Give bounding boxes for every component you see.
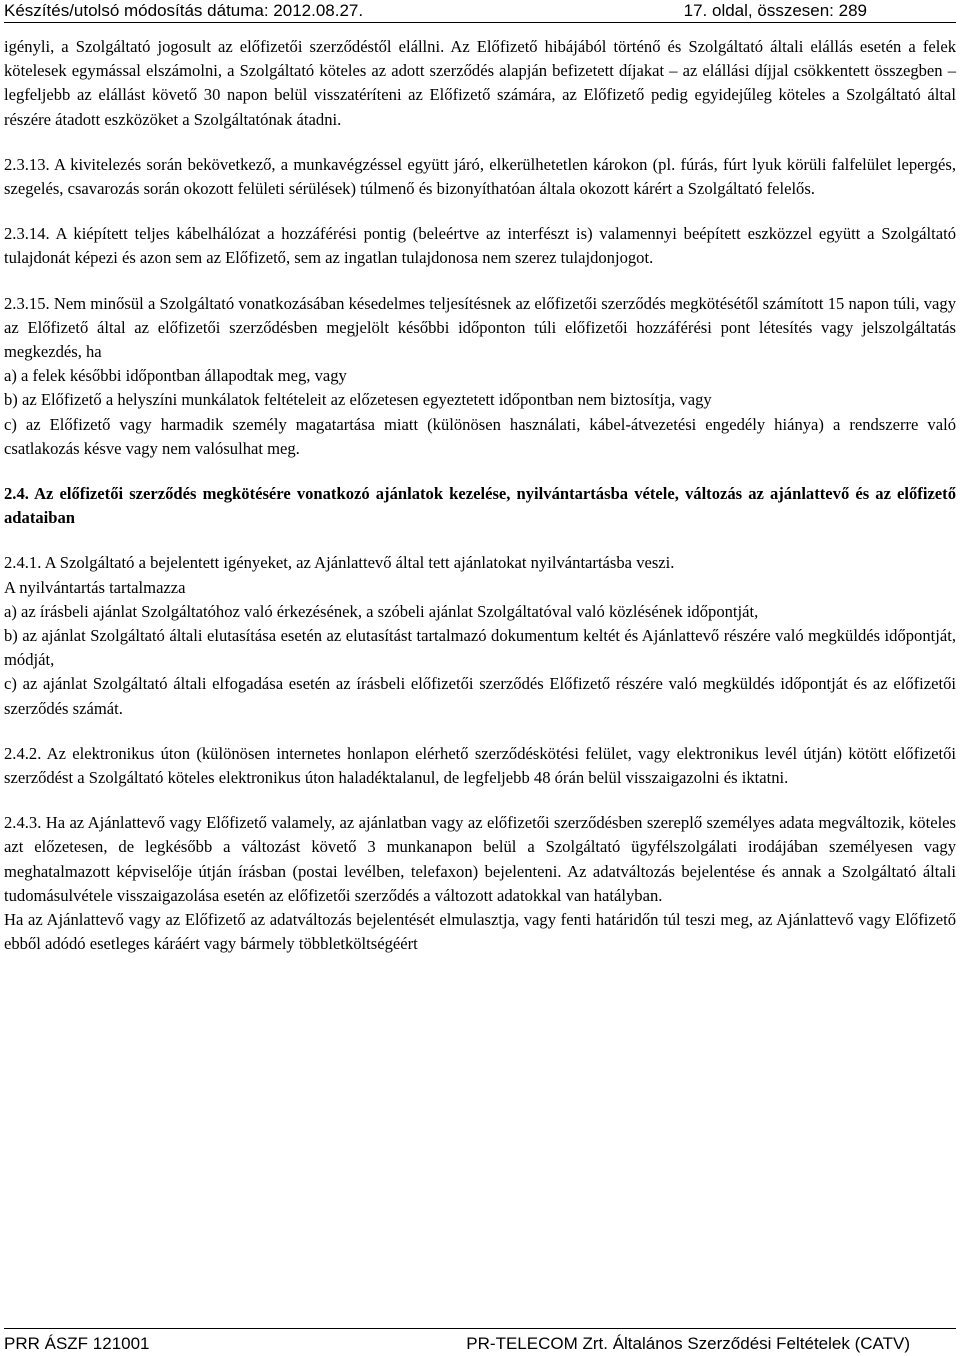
footer-document-title: PR-TELECOM Zrt. Általános Szerződési Feltételek (CATV) bbox=[466, 1334, 910, 1353]
header-date: Készítés/utolsó módosítás dátuma: 2012.08.27. bbox=[4, 1, 364, 20]
list-item: b) az ajánlat Szolgáltató általi elutasítása esetén az elutasítást tartalmazó dokumentum keltét és Ajánlattevő részére való megküldés időpontját, módját, bbox=[4, 626, 956, 670]
footer-document-id: PRR ÁSZF 121001 bbox=[4, 1334, 150, 1353]
page-footer bbox=[4, 1328, 956, 1353]
paragraph-2-4-2: 2.4.2. Az elektronikus úton (különösen internetes honlapon elérhető szerződéskötési felület, vagy elektronikus levél útján) kötött előfizetői szerződést a Szolgáltató köteles elektronikus úton haladéktalanul, de legfeljebb 48 órán belül visszaigazolni és iktatni. bbox=[4, 743, 956, 788]
header-page-number: 17. oldal, összesen: 289 bbox=[683, 1, 867, 20]
paragraph-2-3-13: 2.3.13. A kivitelezés során bekövetkező, a munkavégzéssel együtt járó, elkerülhetetlen károkon (pl. fúrás, fúrt lyuk körüli falfelület lepergés, szegelés, csavarozás során okozott felületi sérülések) túlmenő és bizonyíthatóan általa okozott kárért a Szolgáltató felelős. bbox=[4, 154, 956, 199]
document-body bbox=[4, 35, 956, 957]
list-item: c) az Előfizető vagy harmadik személy magatartása miatt (különösen használati, kábel-átvezetési engedély hiánya) a rendszerre való csatlakozás késve vagy nem valósulhat meg. bbox=[4, 414, 956, 458]
page-header bbox=[4, 0, 956, 23]
section-heading-2-4: 2.4. Az előfizetői szerződés megkötésére vonatkozó ajánlatok kezelése, nyilvántartásba vétele, változás az ajánlattevő és az előfizető adataiban bbox=[4, 484, 956, 528]
paragraph-2-4-1: 2.4.1. A Szolgáltató a bejelentett igényeket, az Ajánlattevő által tett ajánlatokat nyilvántartásba veszi. bbox=[4, 553, 675, 573]
list-item: a) az írásbeli ajánlat Szolgáltatóhoz való érkezésének, a szóbeli ajánlat Szolgáltatóval való közlésének időpontját, bbox=[4, 601, 759, 621]
paragraph: Ha az Ajánlattevő vagy az Előfizető az adatváltozás bejelentését elmulasztja, vagy fenti határidőn túl teszi meg, az Ajánlattevő vagy Előfizető ebből adódó esetleges káráért vagy bármely többletköltségéért bbox=[4, 910, 956, 954]
paragraph-2-3-14: 2.3.14. A kiépített teljes kábelhálózat a hozzáférési pontig (beleértve az interfészt is) valamennyi beépített eszközzel együtt a Szolgáltató tulajdonát képezi és azon sem az Előfizető, sem az ingatlan tulajdonosa nem szerez tulajdonjogot. bbox=[4, 224, 956, 268]
list-item: a) a felek későbbi időpontban állapodtak meg, vagy bbox=[4, 366, 347, 386]
paragraph: A nyilvántartás tartalmazza bbox=[4, 577, 186, 597]
list-item: b) az Előfizető a helyszíni munkálatok feltételeit az előzetesen egyeztetett időpontban nem biztosítja, vagy bbox=[4, 390, 712, 410]
paragraph: igényli, a Szolgáltató jogosult az előfizetői szerződéstől elállni. Az Előfizető hibájából történő és Szolgáltató általi elállás esetén a felek kötelesek egymással elszámolni, a Szolgáltató köteles az adott szerződés alapján befizetett díjakat – az elállási díjjal csökkentett összegben – legfeljebb az elállást követő 30 napon belül visszatéríteni az Előfizető számára, az Előfizető pedig egyidejűleg köteles a Szolgáltató által részére átadott eszközöket a Szolgáltatónak átadni. bbox=[4, 37, 956, 129]
list-item: c) az ajánlat Szolgáltató általi elfogadása esetén az írásbeli előfizetői szerződés Előfizető részére való megküldés időpontját és az előfizetői szerződés számát. bbox=[4, 674, 956, 718]
paragraph-2-3-15: 2.3.15. Nem minősül a Szolgáltató vonatkozásában késedelmes teljesítésnek az előfizetői szerződés megkötésétől számított 15 napon túli, vagy az Előfizető által az előfizetői szerződésben megjelölt későbbi időponton túli előfizetői hozzáférési pont létesítés vagy jelszolgáltatás megkezdés, ha bbox=[4, 293, 956, 362]
paragraph-2-4-3: 2.4.3. Ha az Ajánlattevő vagy Előfizető valamely, az ajánlatban vagy az előfizetői szerződésben szereplő személyes adata megváltozik, köteles azt előzetesen, de legkésőbb a változást követő 3 munkanapon belül a Szolgáltató ügyfélszolgálati irodájában személyesen vagy meghatalmazott képviselője útján írásban (postai levélben, telefaxon) bejelenteni. Az adatváltozás bejelentése és annak a Szolgáltató általi tudomásulvétele visszaigazolása esetén az előfizetői szerződés a változott adatokkal van hatályban. bbox=[4, 813, 956, 905]
